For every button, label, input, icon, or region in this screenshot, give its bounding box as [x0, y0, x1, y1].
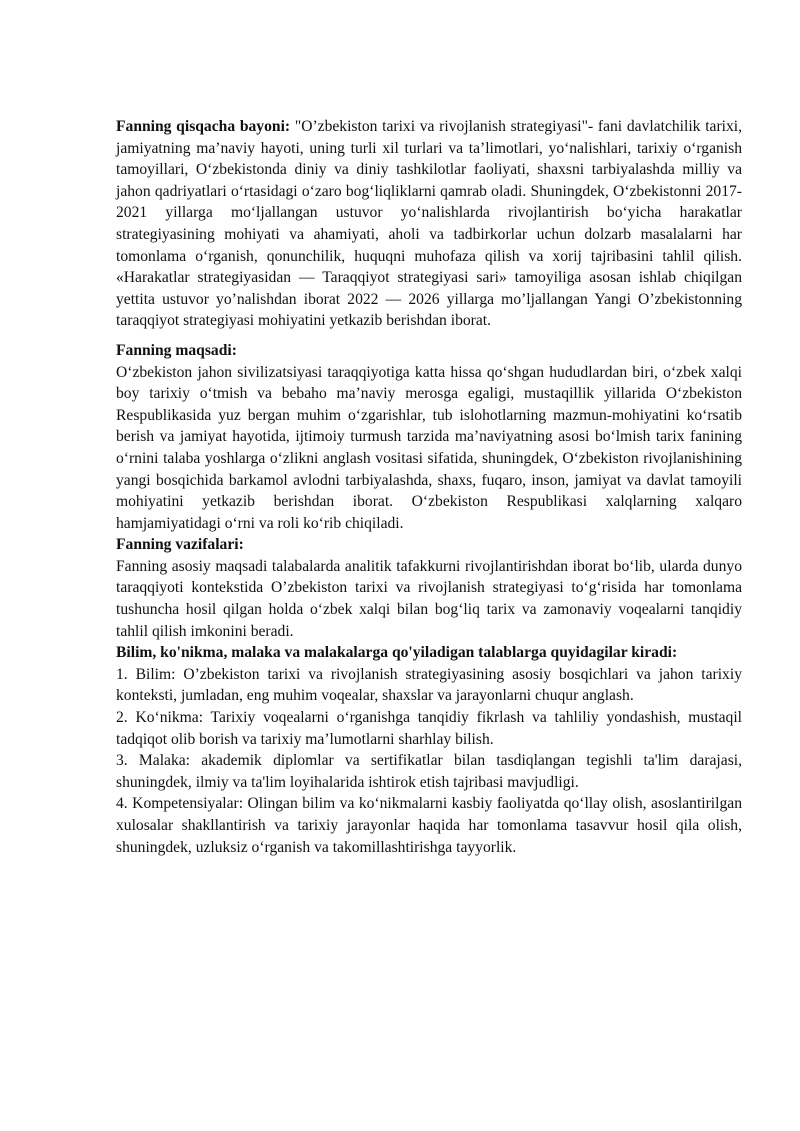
requirement-item-competencies: 4. Kompetensiyalar: Olingan bilim va ko‘nikmalarni kasbiy faoliyatda qo‘llay olish, asoslantirilgan xulosalar shakllantirish va tarixiy jarayonlar haqida har tomonlama tasavvur hosil qila olish, shuningdek, uzluksiz o‘rganish va takomillashtirishga tayyorlik.	[116, 795, 742, 856]
requirement-item-skill: 2. Ko‘nikma: Tarixiy voqealarni o‘rganishga tanqidiy fikrlash va tahliliy yondashish, mustaqil tadqiqot olib borish va tarixiy ma’lumotlarni sharhlay bilish.	[116, 709, 742, 748]
goal-heading: Fanning maqsadi:	[116, 341, 237, 359]
summary-label: Fanning qisqacha bayoni:	[116, 118, 291, 135]
requirements-heading: Bilim, ko'nikma, malaka va malakalarga qo'yiladigan talablarga quyidagilar kiradi:	[116, 644, 678, 662]
document-page	[116, 116, 742, 858]
goal-paragraph: O‘zbekiston jahon sivilizatsiyasi taraqqiyotiga katta hissa qo‘shgan hududlardan biri, o‘zbek xalqi boy tarixiy o‘tmish va bebaho ma’naviy merosga egaligi, mustaqillik yillarida O‘zbekiston Respublikasida yuz bergan muhim o‘zgarishlar, tub islohotlarning mazmun-mohiyatini ko‘rsatib berish va jamiyat hayotida, ijtimoiy turmush tarzida ma’naviyatning asosi bo‘lmish tarix fanining o‘rnini talaba yoshlarga o‘zlikni anglash vositasi sifatida, shuningdek, O‘zbekiston rivojlanishining yangi bosqichida barkamol avlodni tarbiyalashda, shaxs, fuqaro, inson, jamiyat va davlat tamoyili mohiyatini yetkazib berishdan iborat. O‘zbekiston Respublikasi xalqlarning xalqaro hamjamiyatidagi o‘rni va roli ko‘rib chiqiladi.	[116, 363, 742, 532]
summary-paragraph	[116, 116, 742, 332]
tasks-heading: Fanning vazifalari:	[116, 536, 244, 554]
tasks-paragraph: Fanning asosiy maqsadi talabalarda analitik tafakkurni rivojlantirishdan iborat bo‘lib, ularda dunyo taraqqiyoti kontekstida O’zbekiston tarixi va rivojlanish strategiyasi to‘g‘risida har tomonlama tushuncha hosil qilgan holda o‘zbek xalqi bilan bog‘liq tarix va zamonaviy voqealarni tanqidiy tahlil qilish imkonini beradi.	[116, 557, 742, 640]
requirement-item-knowledge: 1. Bilim: O’zbekiston tarixi va rivojlanish strategiyasining asosiy bosqichlari va jahon tarixiy konteksti, jumladan, eng muhim voqealar, shaxslar va jarayonlarni chuqur anglash.	[116, 665, 742, 705]
requirement-item-qualification: 3. Malaka: akademik diplomlar va sertifikatlar bilan tasdiqlangan tegishli ta'lim darajasi, shuningdek, ilmiy va ta'lim loyihalarida ishtirok etish tajribasi mavjudligi.	[116, 752, 742, 791]
summary-text: "O’zbekiston tarixi va rivojlanish strategiyasi"- fani davlatchilik tarixi, jamiyatning ma’naviy hayoti, uning turli xil turlari va ta’limotlari, yo‘nalishlari, tarixiy o‘rganish tamoyillari, O‘zbekistonda diniy va diniy tashkilotlar faoliyati, shaxsni tarbiyalashda milliy va jahon qadriyatlari o‘rtasidagi o‘zaro bog‘liqliklarni qamrab oladi. Shuningdek, O‘zbekistonni 2017-2021 yillarga mo‘ljallangan ustuvor yo‘nalishlarda rivojlantirish bo‘yicha harakatlar strategiyasining mohiyati va ahamiyati, aholi va tadbirkorlar uchun dolzarb masalalarni har tomonlama o‘rganish, qonunchilik, huquqni muhofaza qilish va xorij tajribasini tahlil qilish. «Harakatlar strategiyasidan — Taraqqiyot strategiyasi sari» tamoyiliga asosan ishlab chiqilgan yettita ustuvor yo’nalishdan iborat 2022 — 2026 yillarga mo’ljallangan Yangi O’zbekistonning taraqqiyot strategiyasi mohiyatini yetkazib berishdan iborat.	[116, 118, 742, 330]
